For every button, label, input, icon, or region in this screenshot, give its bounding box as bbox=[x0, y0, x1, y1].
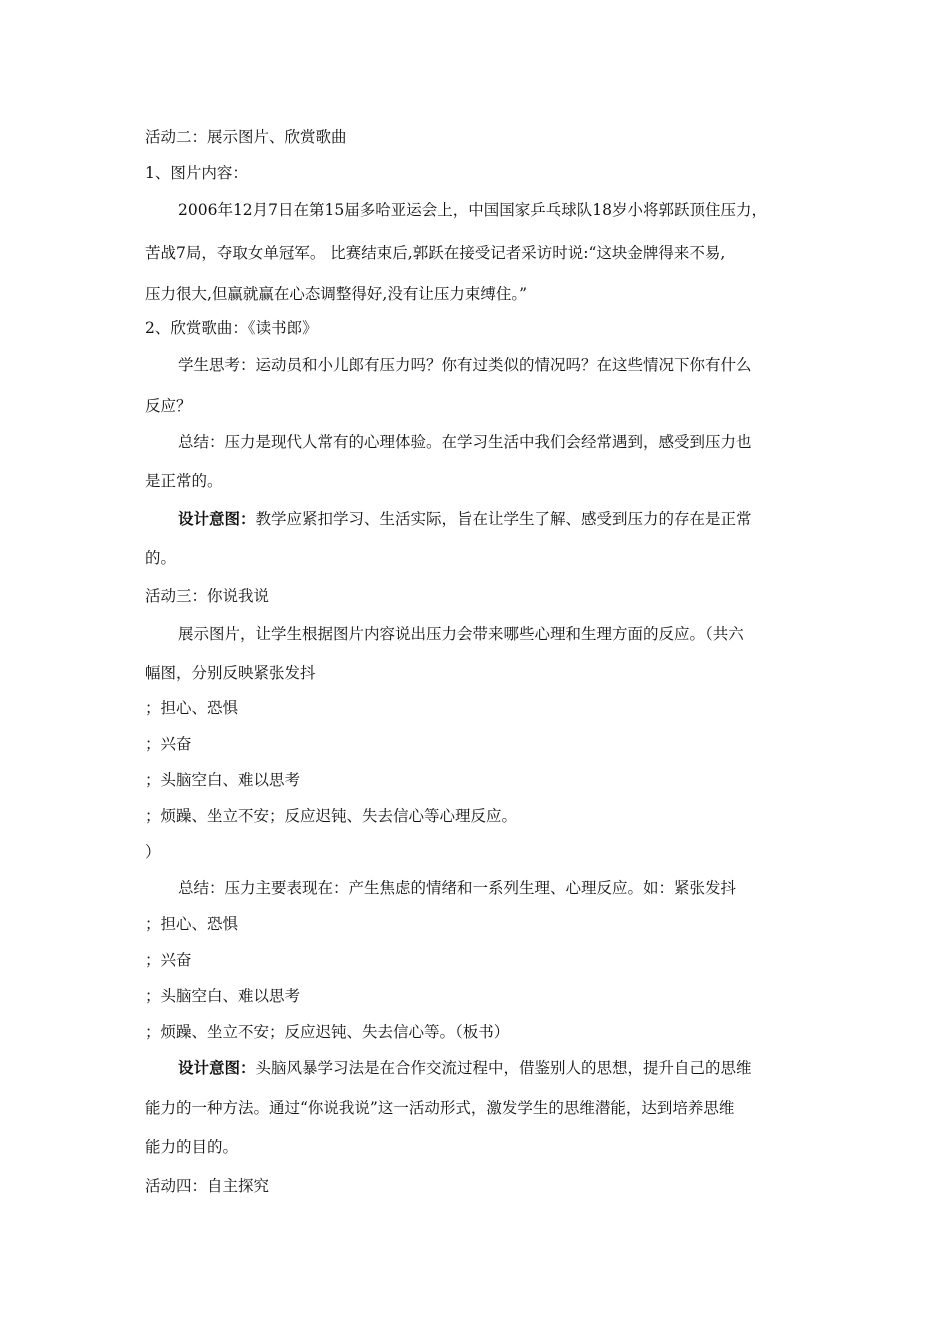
design-intent-text: 教学应紧扣学习、生活实际，旨在让学生了解、感受到压力的存在是正常 bbox=[255, 510, 752, 528]
paragraph-6-line-2: ；担心、恐惧 bbox=[145, 915, 239, 933]
activity-4-heading: 活动四：自主探究 bbox=[145, 1177, 270, 1195]
paragraph-1-line-3: 压力很大,但赢就赢在心态调整得好,没有让压力束缚住。” bbox=[145, 285, 528, 303]
paragraph-6-line-5: ；烦躁、坐立不安；反应迟钝、失去信心等。（板书） bbox=[145, 1023, 510, 1041]
paragraph-5-line-3: ；担心、恐惧 bbox=[145, 699, 239, 717]
item-1-heading: 1、图片内容： bbox=[145, 164, 248, 182]
paragraph-5-line-4: ；兴奋 bbox=[145, 735, 192, 753]
paragraph-5-line-5: ；头脑空白、难以思考 bbox=[145, 771, 301, 789]
paragraph-3-line-1: 总结：压力是现代人常有的心理体验。在学习生活中我们会经常遇到，感受到压力也 bbox=[178, 433, 752, 451]
paragraph-2-line-1: 学生思考：运动员和小儿郎有压力吗？你有过类似的情况吗？在这些情况下你有什么 bbox=[178, 356, 752, 374]
paragraph-5-line-2: 幅图，分别反映紧张发抖 bbox=[145, 664, 316, 682]
paragraph-2-line-2: 反应？ bbox=[145, 397, 192, 415]
paragraph-7-line-1 bbox=[178, 1058, 815, 1078]
paragraph-6-line-4: ；头脑空白、难以思考 bbox=[145, 987, 301, 1005]
activity-3-heading: 活动三：你说我说 bbox=[145, 587, 270, 605]
design-intent-text-2: 头脑风暴学习法是在合作交流过程中，借鉴别人的思想，提升自己的思维 bbox=[255, 1059, 752, 1077]
paragraph-6-line-3: ；兴奋 bbox=[145, 951, 192, 969]
paragraph-7-line-2: 能力的一种方法。通过“你说我说”这一活动形式，激发学生的思维潜能，达到培养思维 bbox=[145, 1099, 735, 1117]
paragraph-3-line-2: 是正常的。 bbox=[145, 472, 223, 490]
design-intent-label: 设计意图： bbox=[178, 509, 256, 528]
paragraph-4-line-1 bbox=[178, 509, 815, 529]
design-intent-label-2: 设计意图： bbox=[178, 1058, 256, 1077]
paragraph-5-line-1: 展示图片，让学生根据图片内容说出压力会带来哪些心理和生理方面的反应。（共六 bbox=[178, 625, 744, 643]
paragraph-4-line-2: 的。 bbox=[145, 549, 177, 567]
paragraph-1-line-1: 2006年12月7日在第15届多哈亚运会上，中国国家乒乓球队18岁小将郭跃顶住压力， bbox=[178, 201, 767, 219]
paragraph-5-line-7: ） bbox=[145, 843, 161, 861]
paragraph-5-line-6: ；烦躁、坐立不安；反应迟钝、失去信心等心理反应。 bbox=[145, 807, 518, 825]
paragraph-6-line-1: 总结：压力主要表现在：产生焦虑的情绪和一系列生理、心理反应。如：紧张发抖 bbox=[178, 879, 737, 897]
item-2-heading: 2、欣赏歌曲：《读书郎》 bbox=[145, 319, 318, 337]
activity-2-heading: 活动二：展示图片、欣赏歌曲 bbox=[145, 128, 347, 146]
paragraph-1-line-2: 苦战7局，夺取女单冠军。 比赛结束后,郭跃在接受记者采访时说:“这块金牌得来不易, bbox=[145, 244, 726, 262]
paragraph-7-line-3: 能力的目的。 bbox=[145, 1138, 239, 1156]
